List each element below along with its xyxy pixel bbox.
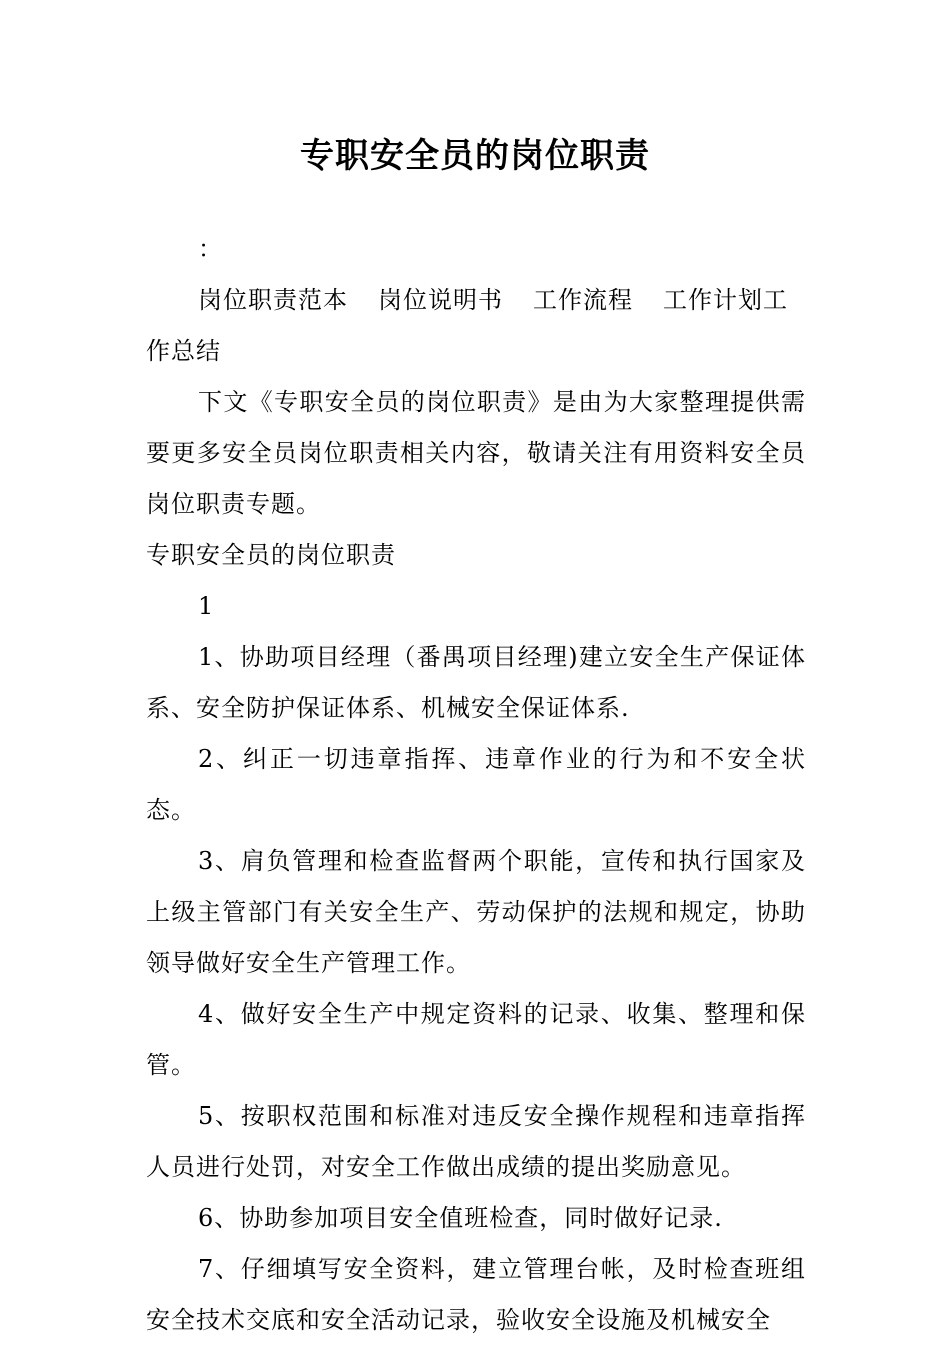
duty-item: 5、按职权范围和标准对违反安全操作规程和违章指挥人员进行处罚，对安全工作做出成绩的提出奖励意见。 — [146, 1102, 806, 1181]
duty-item: 3、肩负管理和检查监督两个职能，宣传和执行国家及上级主管部门有关安全生产、劳动保护的法规和规定，协助领导做好安全生产管理工作。 — [146, 847, 806, 977]
duty-item: 6、协助参加项目安全值班检查，同时做好记录. — [198, 1204, 723, 1232]
tag-link[interactable]: 岗位说明书 — [378, 286, 503, 314]
duty-item: 7、仔细填写安全资料，建立管理台帐，及时检查班组安全技术交底和安全活动记录，验收安全设施及机械安全 — [146, 1255, 806, 1334]
tag-links — [146, 275, 806, 377]
document-body — [146, 224, 806, 1346]
tag-link[interactable]: 工作计划 — [663, 286, 763, 314]
duty-item: 1、协助项目经理（番禺项目经理)建立安全生产保证体系、安全防护保证体系、机械安全保证体系. — [146, 643, 806, 722]
section-number: 1 — [198, 592, 215, 620]
duty-item: 2、纠正一切违章指挥、违章作业的行为和不安全状态。 — [146, 745, 806, 824]
tag-link[interactable]: 工作总结 — [146, 286, 788, 365]
section-title: 专职安全员的岗位职责 — [146, 541, 396, 569]
duty-item: 4、做好安全生产中规定资料的记录、收集、整理和保管。 — [146, 1000, 806, 1079]
colon-line: ： — [198, 235, 223, 263]
page-title: 专职安全员的岗位职责 — [300, 136, 650, 176]
intro-paragraph: 下文《专职安全员的岗位职责》是由为大家整理提供需要更多安全员岗位职责相关内容，敬请关注有用资料安全员岗位职责专题。 — [146, 388, 806, 518]
tag-link[interactable]: 岗位职责范本 — [198, 286, 348, 314]
tag-link[interactable]: 工作流程 — [533, 286, 633, 314]
